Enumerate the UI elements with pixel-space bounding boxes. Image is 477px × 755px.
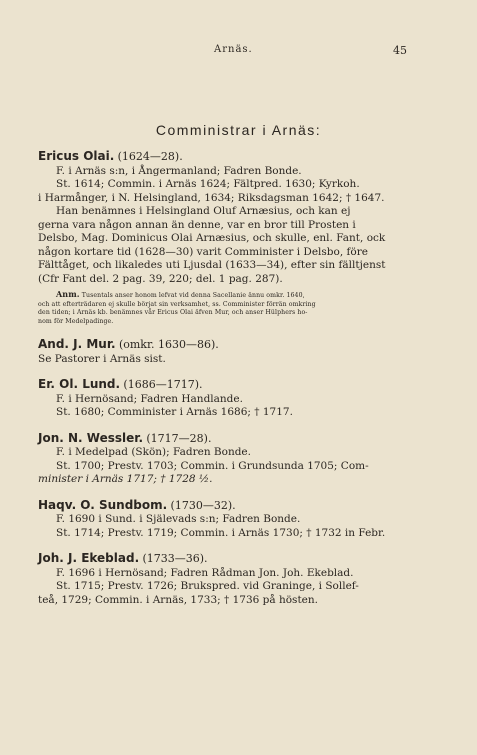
entry-jon-n-wessler xyxy=(38,432,448,487)
entry-name: Haqv. O. Sundbom. xyxy=(38,497,168,512)
entry-ericus-olai xyxy=(38,150,448,326)
entry-line: Se Pastorer i Arnäs sist. xyxy=(38,352,166,365)
entry-line: F. 1696 i Hernösand; Fadren Rådman Jon. Joh. Ekeblad. xyxy=(56,566,354,579)
entry-line: St. 1714; Prestv. 1719; Commin. i Arnäs 1730; † 1732 in Febr. xyxy=(56,526,386,539)
entry-line: Delsbo, Mag. Dominicus Olai Arnæsius, och skulle, enl. Fant, ock xyxy=(38,232,386,244)
entries-list xyxy=(38,150,448,607)
entry-line: F. i Medelpad (Skön); Fadren Bonde. xyxy=(56,446,251,459)
entry-years: (1686—1717). xyxy=(123,378,203,392)
note-heading: Anm. xyxy=(56,289,80,299)
entry-and-j-mur xyxy=(38,338,448,366)
entry-line: F. 1690 i Sund. i Själevads s:n; Fadren Bonde. xyxy=(56,513,301,526)
running-header xyxy=(0,44,477,60)
entry-name: Joh. J. Ekeblad. xyxy=(38,551,140,566)
entry-joh-j-ekeblad xyxy=(38,552,448,607)
entry-line: F. i Hernösand; Fadren Handlande. xyxy=(56,392,243,405)
entry-years: (1624—28). xyxy=(117,150,183,163)
entry-line: minister i Arnäs 1717; † 1728 ½. xyxy=(38,473,213,486)
note-line: nom för Medelpadinge. xyxy=(38,317,114,325)
entry-years: (omkr. 1630—86). xyxy=(118,338,219,352)
entry-line: St. 1614; Commin. i Arnäs 1624; Fältpred. 1630; Kyrkoh. xyxy=(56,178,360,190)
section-title: Comministrar i Arnäs: xyxy=(155,122,322,138)
note-line: och att efterträdaren ej skulle börjat sin verksamhet, ss. Comminister förrän omkring xyxy=(38,300,316,308)
entry-haqv-o-sundbom xyxy=(38,499,448,541)
entry-line: någon kortare tid (1628—30) varit Comminister i Delsbo, före xyxy=(38,245,368,258)
entry-years: (1733—36). xyxy=(142,552,208,566)
entry-line: (Cfr Fant del. 2 pag. 39, 220; del. 1 pag. 287). xyxy=(38,272,283,285)
running-title: Arnäs. xyxy=(214,44,253,55)
note-line: den tiden; i Arnäs kb. benämnes vår Ericus Olai äfven Mur, och anser Hülphers ho- xyxy=(38,309,308,317)
entry-years: (1717—28). xyxy=(146,431,212,445)
note-line: Tusentals anser honom lefvat vid denna Sacellanie ännu omkr. 1640, xyxy=(81,292,305,299)
entry-line: F. i Arnäs s:n, i Ångermanland; Fadren Bonde. xyxy=(56,164,302,177)
entry-line: i Harmånger, i N. Helsingland, 1634; Riksdagsman 1642; † 1647. xyxy=(38,191,385,204)
entry-years: (1730—32). xyxy=(170,498,236,512)
entry-name: Jon. N. Wessler. xyxy=(38,430,144,445)
entry-line: St. 1715; Prestv. 1726; Brukspred. vid Graninge, i Sollef- xyxy=(56,580,359,593)
page-number: 45 xyxy=(393,44,407,57)
entry-line: gerna vara någon annan än denne, var en bror till Prosten i xyxy=(38,218,356,231)
entry-line: St. 1680; Comminister i Arnäs 1686; † 1717. xyxy=(56,406,293,419)
entry-name: Ericus Olai. xyxy=(38,149,115,163)
entry-er-ol-lund xyxy=(38,378,448,420)
entry-name: Er. Ol. Lund. xyxy=(38,377,121,392)
entry-line: Han benämnes i Helsingland Oluf Arnæsius, och kan ej xyxy=(56,205,351,217)
entry-name: And. J. Mur. xyxy=(38,337,116,352)
entry-line: Fälttåget, och likaledes uti Ljusdal (1633—34), efter sin fälltjenst xyxy=(38,259,386,271)
entry-line: St. 1700; Prestv. 1703; Commin. i Grundsunda 1705; Com- xyxy=(56,459,369,472)
entry-line: teå, 1729; Commin. i Arnäs, 1733; † 1736 på hösten. xyxy=(38,593,318,606)
